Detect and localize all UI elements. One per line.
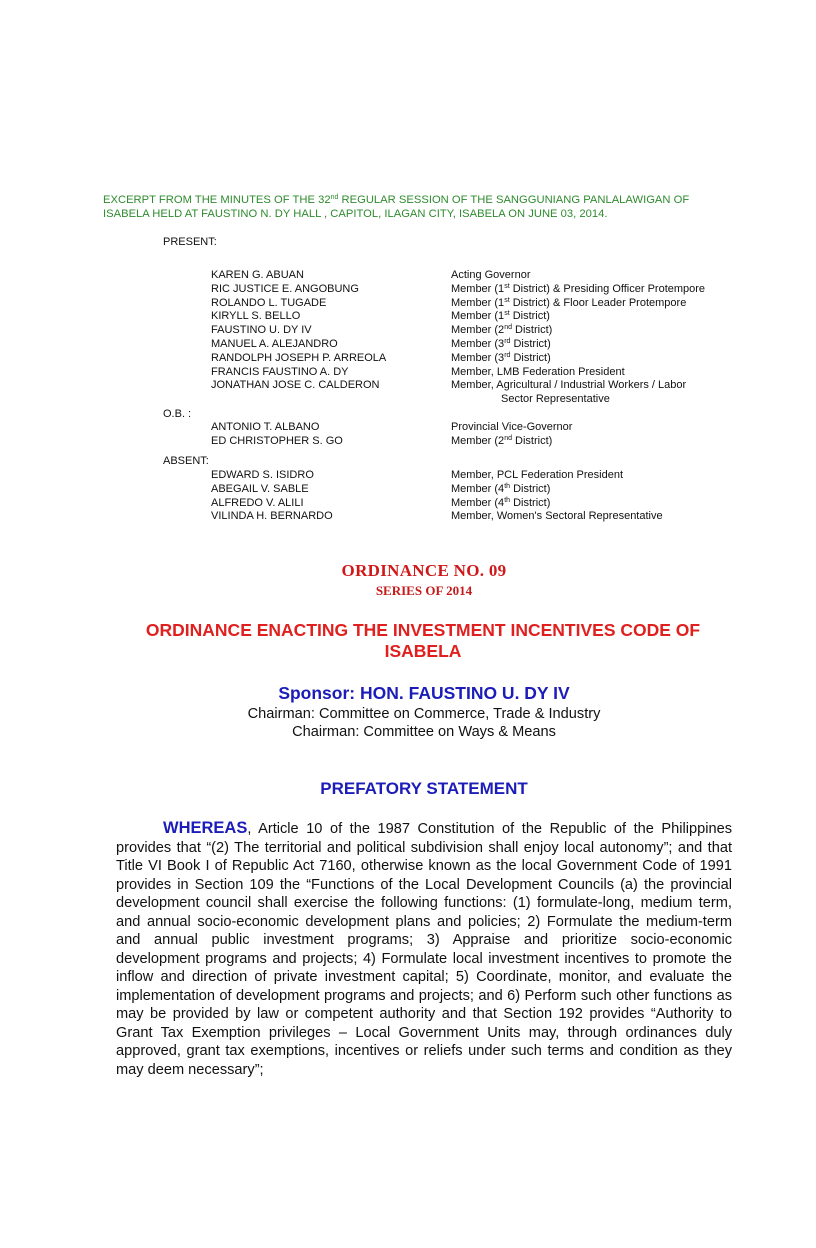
ordinance-number: ORDINANCE NO. 09	[341, 561, 507, 580]
present-member-role: Member (1st District) & Floor Leader Protempore	[451, 296, 687, 309]
present-member-role: Acting Governor	[451, 269, 531, 281]
absent-member-name: EDWARD S. ISIDRO	[211, 469, 314, 481]
present-member-name: MANUEL A. ALEJANDRO	[211, 338, 338, 350]
present-member-role: Member, LMB Federation President	[451, 365, 625, 378]
prefatory-heading: PREFATORY STATEMENT	[320, 779, 528, 798]
whereas-paragraph	[116, 819, 732, 1079]
present-member-name: RIC JUSTICE E. ANGOBUNG	[211, 282, 359, 295]
present-member-name: ROLANDO L. TUGADE	[211, 296, 327, 309]
ordinance-series: SERIES OF 2014	[375, 583, 473, 598]
absent-member-role: Member, PCL Federation President	[451, 469, 624, 481]
whereas-text: , Article 10 of the 1987 Constitution of the Republic of the Philippines provides that “(2) The territorial and political subdivision shall enjoy local autonomy”; and that Title VI Book I of Republic Act 7160, otherwise known as the local Government Code of 1991 provides in Section 109 the “Functions of the Local Development Councils (a) the provincial development council shall exercise the following functions: (1) formulate-long, medium term, and annual socio-economic development plans and policies; 2) Formulate the medium-term and annual public investment programs; 3) Appraise and prioritize socio-economic development programs and projects; 4) Formulate local investment incentives to promote the inflow and direction of private investment capital; 5) Coordinate, monitor, and evaluate the implementation of development programs and projects; and 6) Perform such other functions as may be provided by law or competent authority and that Section 192 provides “Authority to Grant Tax Exemption privileges – Local Government Units may, through ordinances duly approved, grant tax exemptions, incentives or reliefs under such terms and condition as they may deem necessary”;	[116, 821, 732, 1078]
chairman-line-1: Chairman: Committee on Commerce, Trade & Industry	[247, 706, 601, 722]
present-member-name: FRANCIS FAUSTINO A. DY	[211, 365, 349, 378]
present-member-role: Member (1st District) & Presiding Officer Protempore	[451, 282, 706, 295]
whereas-label: WHEREAS	[163, 819, 248, 837]
absent-label: ABSENT:	[163, 455, 209, 467]
ob-label: O.B. :	[163, 408, 192, 420]
ob-member-role: Member (2nd District)	[451, 434, 553, 447]
excerpt-line-2: ISABELA HELD AT FAUSTINO N. DY HALL , CAPITOL, ILAGAN CITY, ISABELA ON JUNE 03, 2014.	[103, 208, 608, 220]
present-member-role: Member (3rd District)	[451, 351, 551, 364]
absent-member-role: Member (4th District)	[451, 482, 551, 495]
present-member-role: Member, Agricultural / Industrial Workers / Labor Sector Representative	[451, 379, 687, 406]
ob-member-role: Provincial Vice-Governor	[451, 421, 573, 433]
ob-member-name: ANTONIO T. ALBANO	[211, 421, 320, 433]
present-member-name: RANDOLPH JOSEPH P. ARREOLA	[211, 351, 387, 364]
ordinance-title: ORDINANCE ENACTING THE INVESTMENT INCENTIVES CODE OF ISABELA	[145, 620, 701, 661]
sponsor-line: Sponsor: HON. FAUSTINO U. DY IV	[278, 683, 570, 703]
present-member-name: FAUSTINO U. DY IV	[211, 324, 312, 337]
present-member-name: KIRYLL S. BELLO	[211, 310, 301, 323]
absent-member-role: Member (4th District)	[451, 496, 551, 509]
present-member-role: Member (1st District)	[451, 310, 550, 323]
present-label: PRESENT:	[163, 236, 217, 248]
absent-member-name: VILINDA H. BERNARDO	[211, 510, 333, 523]
present-member-name: KAREN G. ABUAN	[211, 269, 304, 281]
absent-member-name: ALFREDO V. ALILI	[211, 496, 304, 509]
present-member-name: JONATHAN JOSE C. CALDERON	[211, 379, 380, 392]
present-member-role: Member (3rd District)	[451, 338, 551, 350]
absent-member-name: ABEGAIL V. SABLE	[211, 482, 309, 495]
absent-member-role: Member, Women's Sectoral Representative	[451, 510, 663, 523]
ob-member-name: ED CHRISTOPHER S. GO	[211, 434, 343, 447]
excerpt-line-1: EXCERPT FROM THE MINUTES OF THE 32nd REGULAR SESSION OF THE SANGGUNIANG PANLALAWIGAN OF	[103, 194, 690, 206]
chairman-line-2: Chairman: Committee on Ways & Means	[292, 724, 556, 740]
present-member-role: Member (2nd District)	[451, 324, 553, 337]
minutes-excerpt-header	[103, 193, 763, 221]
